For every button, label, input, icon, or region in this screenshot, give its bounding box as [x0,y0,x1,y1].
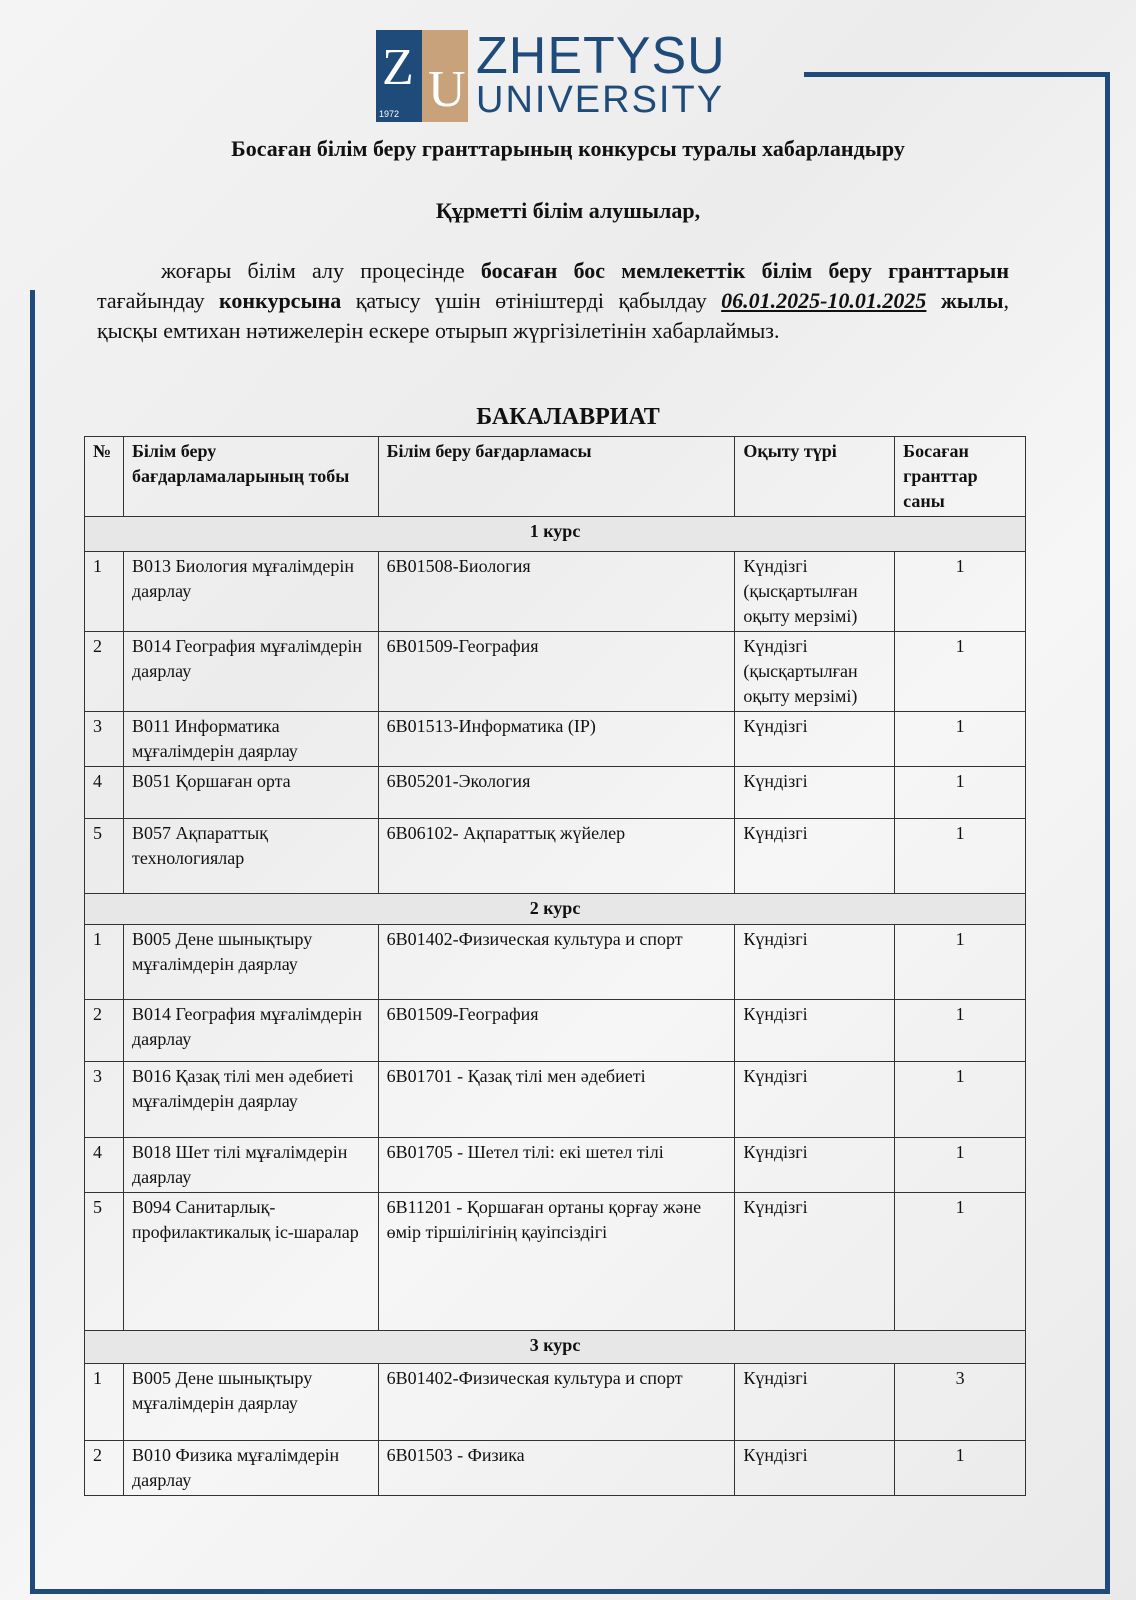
cell-number: 3 [85,1062,124,1138]
logo-u-letter: U [428,61,466,118]
cell-study-form: Күндізгі [735,1193,895,1331]
logo-name-line1: ZHETYSU [476,27,726,85]
cell-study-form: Күндізгі [735,1000,895,1062]
cell-study-form: Күндізгі [735,712,895,767]
cell-number: 5 [85,819,124,894]
cell-grant-count: 1 [895,1193,1026,1331]
header-study-form: Оқыту түрі [735,437,895,517]
logo-mark [376,30,468,122]
cell-grant-count: 1 [895,1000,1026,1062]
greeting: Құрметті білім алушылар, [435,198,701,223]
cell-program-group: В051 Қоршаған орта [123,767,378,819]
cell-program: 6В11201 - Қоршаған ортаны қорғау және өмір тіршілігінің қауіпсіздігі [378,1193,735,1331]
cell-number: 3 [85,712,124,767]
header-number: № [85,437,124,517]
cell-program: 6В01508-Биология [378,552,735,632]
cell-number: 4 [85,767,124,819]
header-program-group: Білім беру бағдарламаларының тобы [123,437,378,517]
paragraph-bold-contest: конкурсына [219,288,342,313]
grants-table [84,436,1026,1496]
cell-number: 2 [85,1441,124,1496]
paragraph-text-1: жоғары білім алу процесінде [161,258,481,283]
announcement-paragraph [97,256,1009,346]
cell-study-form: Күндізгі [735,1138,895,1193]
cell-study-form: Күндізгі [735,1441,895,1496]
cell-program-group: В014 География мұғалімдерін даярлау [123,632,378,712]
cell-number: 4 [85,1138,124,1193]
frame-left-border [30,290,35,1594]
paragraph-bold-grants: босаған бос мемлекеттік білім беру гранттарын [480,258,1009,283]
cell-grant-count: 1 [895,767,1026,819]
course-label: 1 курс [85,517,1026,552]
cell-study-form: Күндізгі [735,819,895,894]
logo-z-letter: Z [382,39,414,96]
table-row [85,819,1026,894]
cell-study-form: Күндізгі [735,925,895,1000]
table-row [85,1441,1026,1496]
table-row [85,632,1026,712]
cell-program-group: В018 Шет тілі мұғалімдерін даярлау [123,1138,378,1193]
course-row [85,517,1026,552]
table-row [85,552,1026,632]
course-row [85,894,1026,925]
course-label: 2 курс [85,894,1026,925]
frame-right-border [1105,72,1110,1594]
cell-grant-count: 1 [895,819,1026,894]
logo-text [476,27,726,122]
cell-program: 6В01402-Физическая культура и спорт [378,925,735,1000]
document-title: Босаған білім беру гранттарының конкурсы туралы хабарландыру [231,136,905,161]
paragraph-bold-year: жылы [926,288,1004,313]
university-logo [376,27,726,122]
cell-study-form: Күндізгі [735,767,895,819]
cell-program: 6В01503 - Физика [378,1441,735,1496]
cell-grant-count: 3 [895,1364,1026,1441]
cell-program-group: В014 География мұғалімдерін даярлау [123,1000,378,1062]
logo-u-block [422,30,468,122]
cell-study-form: Күндізгі [735,1062,895,1138]
cell-number: 1 [85,552,124,632]
paragraph-text-4: , қысқы емтихан нәтижелерін ескере отырып жүргізілетінін хабарлаймыз. [97,288,1009,343]
table-header-row [85,437,1026,517]
frame-top-border [804,72,1110,77]
course-label: 3 курс [85,1331,1026,1364]
cell-grant-count: 1 [895,552,1026,632]
cell-number: 5 [85,1193,124,1331]
cell-program: 6В01509-География [378,1000,735,1062]
cell-program: 6В05201-Экология [378,767,735,819]
cell-program-group: В005 Дене шынықтыру мұғалімдерін даярлау [123,1364,378,1441]
header-program: Білім беру бағдарламасы [378,437,735,517]
cell-program-group: В057 Ақпараттық технологиялар [123,819,378,894]
cell-program: 6В01509-География [378,632,735,712]
cell-study-form: Күндізгі [735,1364,895,1441]
cell-study-form: Күндізгі (қысқартылған оқыту мерзімі) [735,632,895,712]
cell-program-group: В005 Дене шынықтыру мұғалімдерін даярлау [123,925,378,1000]
paragraph-text-3: қатысу үшін өтініштерді қабылдау [341,288,722,313]
cell-number: 1 [85,1364,124,1441]
cell-program: 6В01701 - Қазақ тілі мен әдебиеті [378,1062,735,1138]
course-row [85,1331,1026,1364]
cell-number: 2 [85,632,124,712]
cell-grant-count: 1 [895,925,1026,1000]
cell-program: 6В01402-Физическая культура и спорт [378,1364,735,1441]
cell-grant-count: 1 [895,1062,1026,1138]
level-heading: БАКАЛАВРИАТ [476,404,660,430]
table-row [85,1062,1026,1138]
cell-grant-count: 1 [895,712,1026,767]
logo-year: 1972 [379,109,400,119]
cell-program: 6В01705 - Шетел тілі: екі шетел тілі [378,1138,735,1193]
cell-program-group: В016 Қазақ тілі мен әдебиеті мұғалімдерін даярлау [123,1062,378,1138]
table-row [85,1193,1026,1331]
cell-grant-count: 1 [895,632,1026,712]
table-row [85,1000,1026,1062]
cell-program-group: В011 Информатика мұғалімдерін даярлау [123,712,378,767]
header-grant-count: Босаған гранттар саны [895,437,1026,517]
frame-bottom-border [30,1589,1110,1594]
cell-program-group: В013 Биология мұғалімдерін даярлау [123,552,378,632]
logo-name-line2: UNIVERSITY [476,79,725,121]
cell-program-group: В094 Санитарлық-профилактикалық іс-шаралар [123,1193,378,1331]
table-row [85,1138,1026,1193]
paragraph-text-2: тағайындау [97,288,220,313]
cell-grant-count: 1 [895,1441,1026,1496]
table-row [85,925,1026,1000]
table-row [85,712,1026,767]
cell-number: 2 [85,1000,124,1062]
logo-z-block [376,30,422,122]
cell-grant-count: 1 [895,1138,1026,1193]
paragraph-dates: 06.01.2025-10.01.2025 [721,288,927,313]
table-row [85,767,1026,819]
cell-program-group: В010 Физика мұғалімдерін даярлау [123,1441,378,1496]
cell-study-form: Күндізгі (қысқартылған оқыту мерзімі) [735,552,895,632]
cell-number: 1 [85,925,124,1000]
table-row [85,1364,1026,1441]
cell-program: 6В06102- Ақпараттық жүйелер [378,819,735,894]
cell-program: 6В01513-Информатика (IP) [378,712,735,767]
